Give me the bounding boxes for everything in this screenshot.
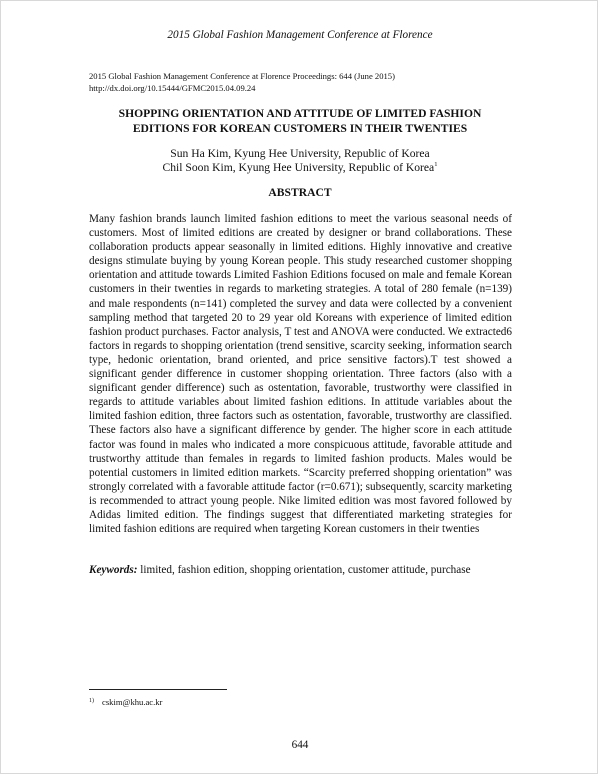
keywords-label: Keywords: bbox=[89, 564, 138, 576]
keywords-text: limited, fashion edition, shopping orientation, customer attitude, purchase bbox=[137, 564, 471, 576]
footnote-divider bbox=[89, 689, 227, 690]
citation-block bbox=[89, 70, 529, 94]
doi-link[interactable]: http://dx.doi.org/10.15444/GFMC2015.04.09.24 bbox=[89, 83, 256, 93]
keywords-line bbox=[89, 563, 512, 577]
author-1: Sun Ha Kim, Kyung Hee University, Republic of Korea bbox=[170, 147, 430, 160]
footnote-email[interactable]: cskim@khu.ac.kr bbox=[102, 697, 163, 707]
abstract-body: Many fashion brands launch limited fashion editions to meet the various seasonal needs of customers. Most of limited editions are created by designer or brand collaborations. These collaboration products appear seasonally in limited editions. Highly innovative and creative designs stimulate buying by young Korean people. This study researched customer shopping orientation and attitude towards Limited Fashion Editions focused on male and female Korean customers in their twenties in regards to marketing strategies. A total of 280 female (n=139) and male respondents (n=141) completed the survey and data were collected by a convenient sampling method that targeted 20 to 29 year old Koreans with experience of limited edition fashion product purchases. Factor analysis, T test and ANOVA were conducted. We extracted6 factors in regards to shopping orientation (trend sensitive, scarcity seeking, information search type, hedonic orientation, brand oriented, and price sensitive factors).T test showed a significant gender difference in customer shopping orientation. Three factors (also with a significant gender difference) such as ostentation, favorable, trustworthy were classified in regards to attitude variables about limited fashion editions. In attitude variables about the limited fashion edition, three factors such as ostentation, favorable, trustworthy are classified. These factors also have a significant difference by gender. The higher score in each attitude factor was found in males who indicated a more conspicuous attitude, favorable attitude and trustworthy attitude than females in regards to limited fashion products. Males would be potential customers in limited edition markets. “Scarcity preferred shopping orientation” was strongly correlated with a favorable attitude factor (r=0.671); subsequently, scarcity marketing is recommended to attract young people. Nike limited edition was most favored followed by Adidas limited edition. The findings suggest that differentiated marketing strategies for limited fashion editions are required when targeting Korean customers in their twenties bbox=[89, 213, 512, 536]
title-line-2: EDITIONS FOR KOREAN CUSTOMERS IN THEIR TWENTIES bbox=[132, 121, 468, 135]
paper-title bbox=[60, 107, 540, 136]
proceedings-line: 2015 Global Fashion Management Conference at Florence Proceedings: 644 (June 2015) bbox=[89, 71, 395, 81]
abstract-heading: ABSTRACT bbox=[268, 186, 332, 199]
footnote-marker[interactable]: 1 bbox=[434, 161, 438, 168]
author-2: Chil Soon Kim, Kyung Hee University, Republic of Korea$^1$ bbox=[162, 161, 438, 174]
running-header: 2015 Global Fashion Management Conference at Florence bbox=[167, 29, 433, 41]
page-number: 644 bbox=[291, 739, 309, 751]
author-list bbox=[60, 147, 540, 175]
footnote bbox=[89, 697, 389, 707]
title-line-1: SHOPPING ORIENTATION AND ATTITUDE OF LIMITED FASHION bbox=[118, 107, 482, 120]
footnote-mark: 1) bbox=[89, 698, 94, 704]
